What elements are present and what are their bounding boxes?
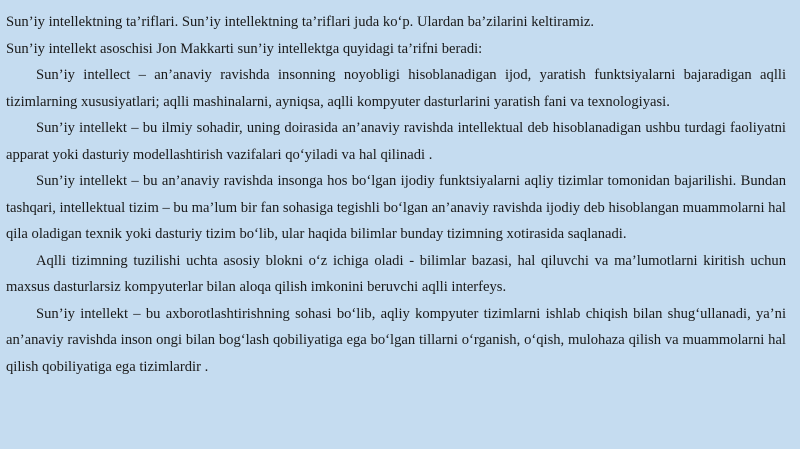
paragraph-definition-3: Sun’iy intellekt – bu an’anaviy ravishda insonga hos bo‘lgan ijodiy funktsiyalarni aqliy tizimlar tomonidan bajarilishi. Bundan tashqari, intellektual tizim – bu ma’lum bir fan sohasiga tegishli bo‘lgan an’anaviy ravishda ijodiy deb hisoblangan muammolarni hal qila oladigan texnik yoki dasturiy tizim bo‘lib, ular haqida bilimlar bunday tizimning xotirasida saqlanadi. xyxy=(6,173,786,242)
intro-line-definitions: Sun’iy intellektning ta’riflari. Sun’iy intellektning ta’riflari juda ko‘p. Ulardan ba’zilarini keltiramiz. xyxy=(6,14,595,30)
paragraph-definition-2: Sun’iy intellekt – bu ilmiy sohadir, uning doirasida an’anaviy ravishda intellektual deb hisoblanadigan ushbu turdagi faoliyatni apparat yoki dasturiy modellashtirish vazifalari qo‘yiladi va hal qilinadi . xyxy=(6,120,786,163)
paragraph-definition-1: Sun’iy intellect – an’anaviy ravishda insonning noyobligi hisoblanadigan ijod, yaratish funktsiyalarni bajaradigan aqlli tizimlarning xususiyatlari; aqlli mashinalarni, ayniqsa, aqlli kompyuter dasturlarini yaratish fani va texnologiyasi. xyxy=(6,67,786,110)
paragraph-system-structure: Aqlli tizimning tuzilishi uchta asosiy blokni o‘z ichiga oladi - bilimlar bazasi, hal qiluvchi va ma’lumotlarni kiritish uchun maxsus dasturlarsiz kompyuterlar bilan aloqa qilish imkonini beruvchi aqlli interfeys. xyxy=(6,252,786,295)
intro-line-makkarti: Sun’iy intellekt asoschisi Jon Makkarti sun’iy intellektga quyidagi ta’rifni beradi: xyxy=(6,40,483,57)
paragraph-definition-4: Sun’iy intellekt – bu axborotlashtirishning sohasi bo‘lib, aqliy kompyuter tizimlarni ishlab chiqish bilan shug‘ullanadi, ya’ni an’anaviy ravishda inson ongi bilan bog‘lash qobiliyatiga ega bo‘lgan tillarni o‘rganish, o‘qish, mulohaza qilish va muammolarni hal qilish qobiliyatiga ega tizimlardir . xyxy=(6,305,786,375)
